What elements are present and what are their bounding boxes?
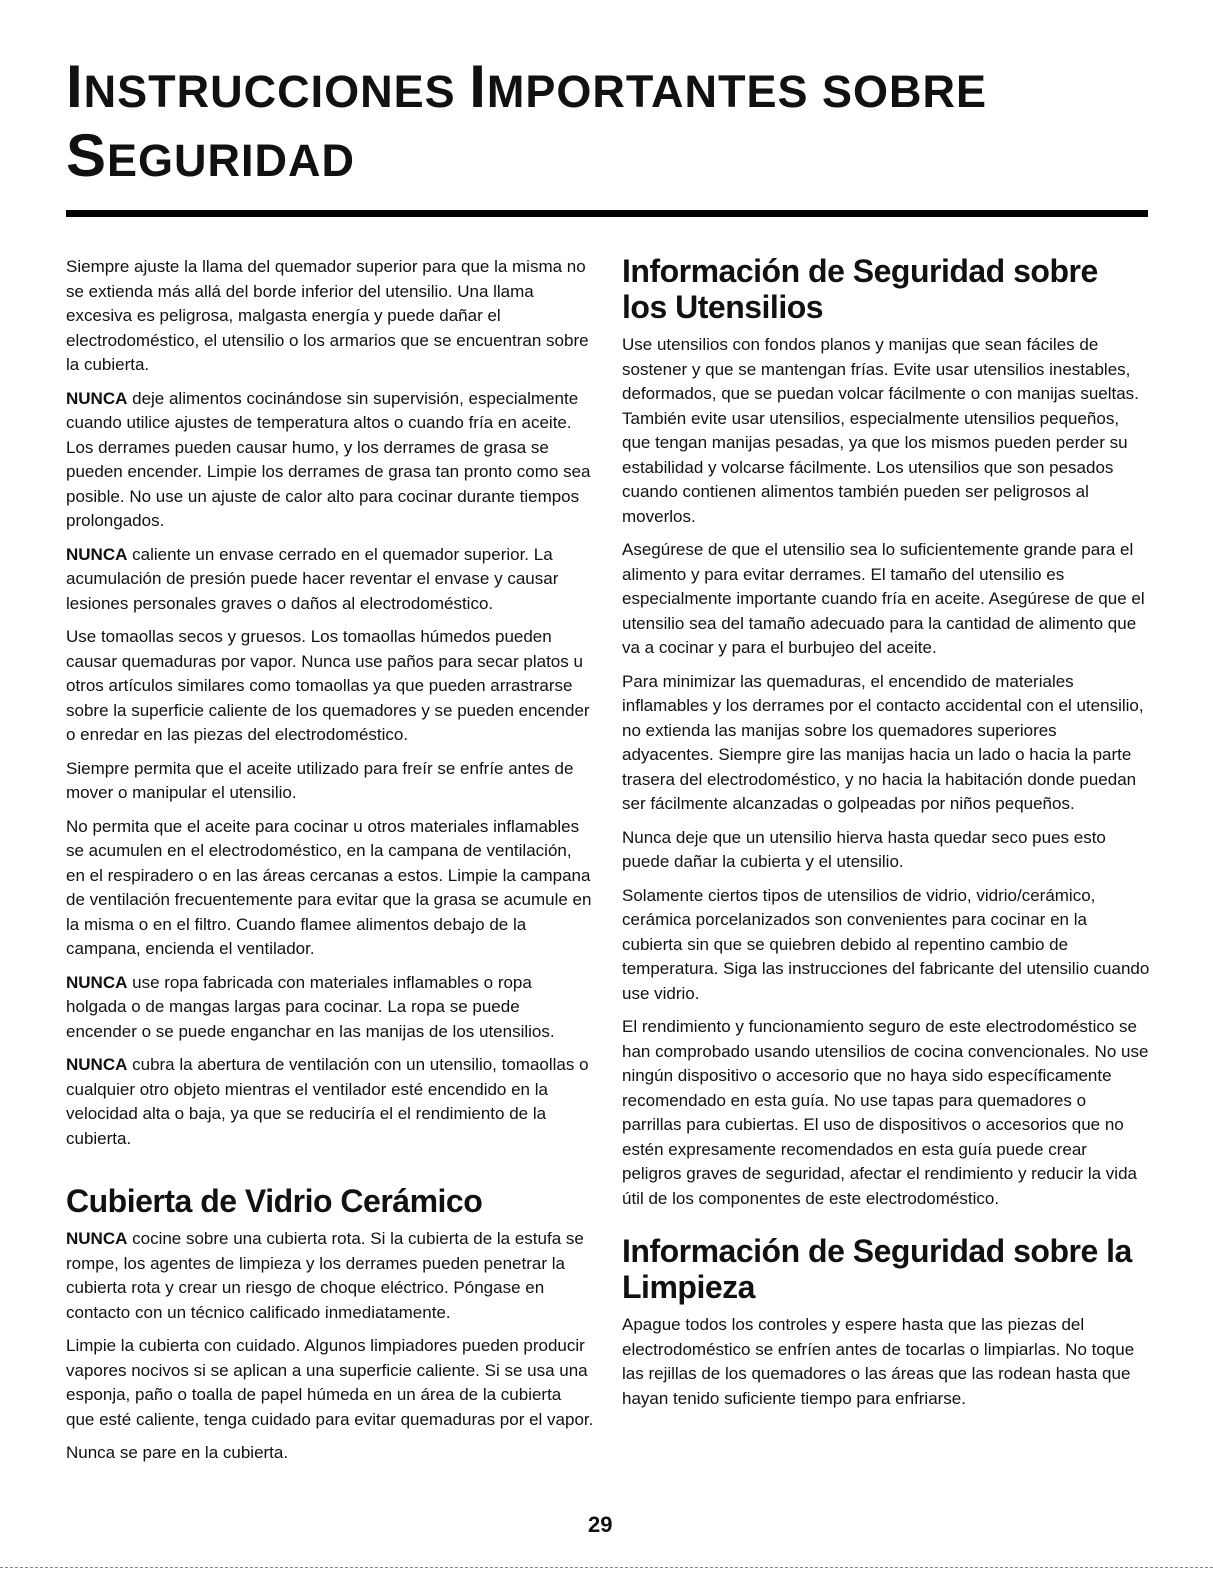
paragraph-text: deje alimentos cocinándose sin supervisión, especialmente cuando utilice ajustes de temperatura altos o cuando fría en aceite. Los derrames pueden causar humo, y los derrames de grasa se pueden encender. Limpie los derrames de grasa tan pronto como sea posible. No use un ajuste de calor alto para cocinar durante tiempos prolongados.: [66, 388, 591, 530]
paragraph: Solamente ciertos tipos de utensilios de vidrio, vidrio/cerámico, cerámica porcelanizados son convenientes para cocinar en la cubierta sin que se quiebren debido al repentino cambio de temperatura. Siga las instrucciones del fabricante del utensilio cuando use vidrio.: [622, 885, 1150, 1003]
page-number: 29: [588, 1512, 613, 1537]
scan-edge-line: [0, 1567, 1213, 1568]
section-heading-ceramic-cooktop: Cubierta de Vidrio Cerámico: [66, 1183, 483, 1219]
title-word: NSTRUCCIONES: [83, 66, 470, 117]
warning-lead: NUNCA: [66, 544, 128, 564]
paragraph-text: use ropa fabricada con materiales inflamables o ropa holgada o de mangas largas para cocinar. La ropa se puede encender o se puede enganchar en las manijas de los utensilios.: [66, 972, 555, 1041]
paragraph: Siempre permita que el aceite utilizado para freír se enfríe antes de mover o manipular el utensilio.: [66, 758, 574, 802]
paragraph: Nunca deje que un utensilio hierva hasta quedar seco pues esto puede dañar la cubierta y el utensilio.: [622, 827, 1106, 871]
right-column: [622, 253, 1150, 1420]
section-heading-cleaning: Información de Seguridad sobre la Limpieza: [622, 1233, 1132, 1305]
paragraph: Apague todos los controles y espere hasta que las piezas del electrodoméstico se enfríen antes de tocarlas o limpiarlas. No toque las rejillas de los quemadores o las áreas que las rodean hasta que hayan tenido suficiente tiempo para enfriarse.: [622, 1315, 1135, 1408]
paragraph: [66, 971, 594, 1045]
section-heading-utensils: Información de Seguridad sobre los Utensilios: [622, 253, 1098, 325]
paragraph: Nunca se pare en la cubierta.: [66, 1443, 289, 1462]
paragraph-text: cocine sobre una cubierta rota. Si la cubierta de la estufa se rompe, los agentes de limpieza y los derrames pueden penetrar la cubierta rota y crear un riesgo de choque eléctrico. Póngase en contacto con un técnico calificado inmediatamente.: [66, 1229, 584, 1322]
paragraph: Siempre ajuste la llama del quemador superior para que la misma no se extienda más allá del borde inferior del utensilio. Una llama excesiva es peligrosa, malgasta energía y puede dañar el electrodoméstico, el utensilio o los armarios que se encuentran sobre la cubierta.: [66, 257, 589, 374]
page-title: [66, 55, 1156, 193]
warning-lead: NUNCA: [66, 972, 128, 992]
paragraph: Asegúrese de que el utensilio sea lo suficientemente grande para el alimento y para evitar derrames. El tamaño del utensilio es especialmente importante cuando fría en aceite. Asegúrese de que el utensilio sea del tamaño adecuado para la cantidad de alimento que va a cocinar y para el burbujeo del aceite.: [622, 540, 1145, 657]
paragraph: Use utensilios con fondos planos y manijas que sean fáciles de sostener y que se mantengan frías. Evite usar utensilios inestables, deformados, que se puedan volcar fácilmente o con manijas sueltas. También evite usar utensilios, especialmente utensilios pequeños, que tengan manijas pesadas, ya que los mismos pueden perder su estabilidad y volcarse fácilmente. Los utensilios que son pesados cuando contienen alimentos también pueden ser peligrosos al moverlos.: [622, 335, 1139, 526]
paragraph: [66, 1227, 594, 1325]
title-initial: I: [66, 53, 84, 120]
title-initial: S: [66, 122, 108, 189]
paragraph-text: cubra la abertura de ventilación con un utensilio, tomaollas o cualquier otro objeto mientras el ventilador esté encendido en la velocidad alta o baja, ya que se reduciría el el rendimiento de la cubierta.: [66, 1055, 589, 1148]
title-divider: [66, 210, 1148, 217]
warning-lead: NUNCA: [66, 388, 128, 408]
title-word: EGURIDAD: [107, 135, 356, 186]
paragraph: Limpie la cubierta con cuidado. Algunos limpiadores pueden producir vapores nocivos si se aplican a una superficie caliente. Si se usa una esponja, paño o toalla de papel húmeda en un área de la cubierta que esté caliente, tenga cuidado para evitar quemaduras por el vapor.: [66, 1336, 594, 1429]
paragraph: Use tomaollas secos y gruesos. Los tomaollas húmedos pueden causar quemaduras por vapor. Nunca use paños para secar platos u otros artículos similares como tomaollas ya que pueden arrastrarse sobre la superficie caliente de los quemadores y se pueden encender o enredar en las piezas del electrodoméstico.: [66, 627, 590, 744]
paragraph: [66, 1053, 594, 1151]
left-column: [66, 255, 594, 1475]
warning-lead: NUNCA: [66, 1055, 128, 1074]
title-initial: I: [469, 53, 487, 120]
paragraph: Para minimizar las quemaduras, el encendido de materiales inflamables y los derrames por el contacto accidental con el utensilio, no extienda las manijas sobre los quemadores superiores adyacentes. Siempre gire las manijas hacia un lado o hacia la parte trasera del electrodoméstico, y no hacia la habitación donde puedan ser fácilmente alcanzadas o golpeadas por niños pequeños.: [622, 671, 1144, 813]
title-word: MPORTANTES SOBRE: [486, 66, 988, 117]
warning-lead: NUNCA: [66, 1229, 128, 1248]
paragraph: [66, 387, 594, 534]
paragraph-text: caliente un envase cerrado en el quemador superior. La acumulación de presión puede hacer reventar el envase y causar lesiones personales graves o daños al electrodoméstico.: [66, 544, 559, 613]
paragraph: No permita que el aceite para cocinar u otros materiales inflamables se acumulen en el electrodoméstico, en la campana de ventilación, en el respiradero o en las áreas cercanas a estos. Limpie la campana de ventilación frecuentemente para evitar que la grasa se acumule en la misma o en el filtro. Cuando flamee alimentos debajo de la campana, encienda el ventilador.: [66, 816, 592, 958]
paragraph: El rendimiento y funcionamiento seguro de este electrodoméstico se han comprobado usando utensilios de cocina convencionales. No use ningún dispositivo o accesorio que no haya sido específicamente recomendado en esta guía. No use tapas para quemadores o parrillas para cubiertas. El uso de dispositivos o accesorios que no estén expresamente recomendados en esta guía puede crear peligros graves de seguridad, afectar el rendimiento y reducir la vida útil de los componentes de este electrodoméstico.: [622, 1017, 1149, 1208]
paragraph: [66, 543, 594, 617]
